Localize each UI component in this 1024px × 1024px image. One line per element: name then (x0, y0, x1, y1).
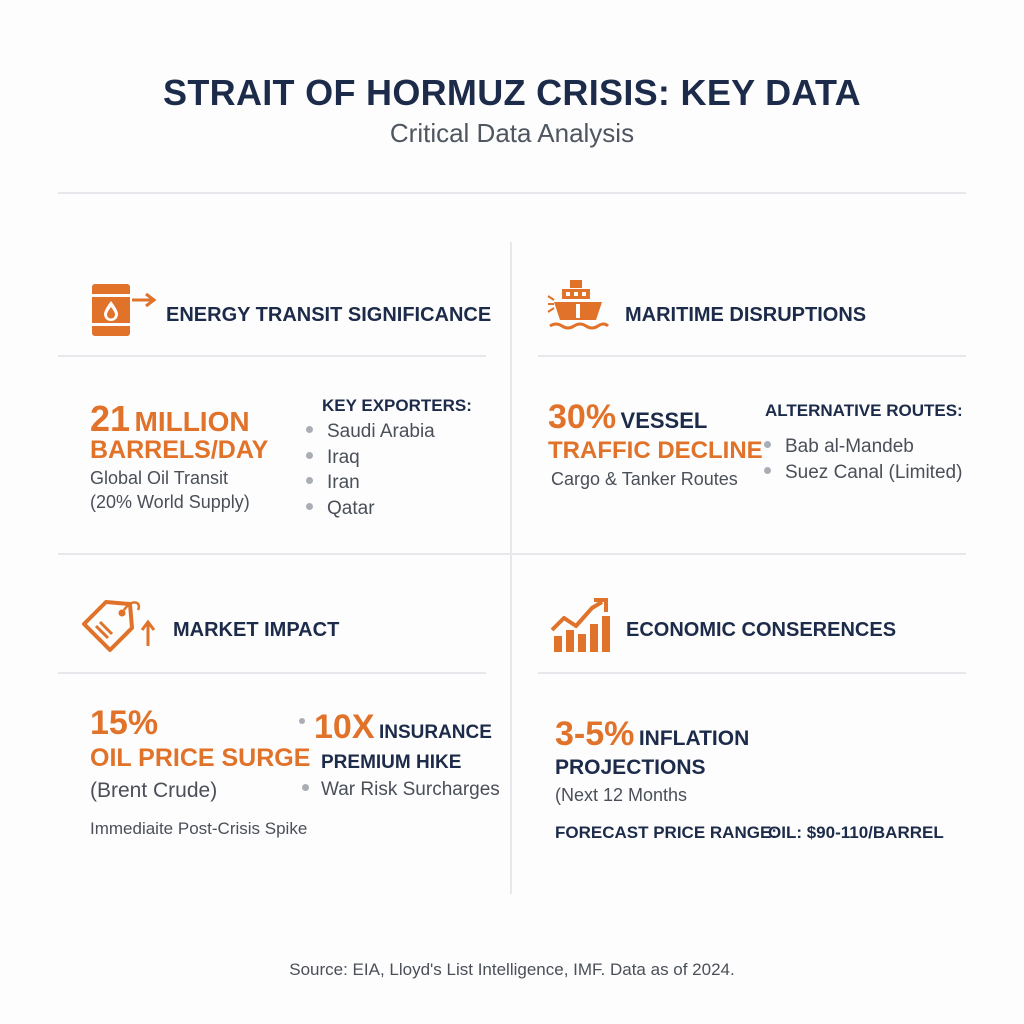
economic-stat-value: 3-5% (555, 715, 635, 753)
list-item: Bab al-Mandeb (764, 434, 962, 460)
maritime-stat-value: 30% (548, 398, 617, 436)
key-exporters-list (306, 419, 435, 521)
price-tag-up-icon (80, 596, 160, 661)
page-title: STRAIT OF HORMUZ CRISIS: KEY DATA (163, 72, 861, 113)
list-item: Saudi Arabia (306, 419, 435, 445)
energy-desc1: Global Oil Transit (90, 468, 229, 488)
insurance-stat-unit: INSURANCE (378, 722, 492, 743)
energy-desc2: (20% World Supply) (90, 492, 250, 512)
maritime-desc1: Cargo & Tanker Routes (551, 469, 738, 489)
maritime-title-divider (538, 355, 966, 357)
energy-section-title: ENERGY TRANSIT SIGNIFICANCE (166, 304, 492, 326)
energy-stat-unit: MILLION (134, 406, 250, 437)
insurance-stat-line1 (314, 708, 492, 747)
maritime-stat-unit: VESSEL (620, 408, 708, 433)
energy-stat-line1 (90, 398, 250, 440)
market-title-divider (58, 672, 486, 674)
forecast-label: FORECAST PRICE RANGE: (555, 823, 777, 842)
economic-desc1: (Next 12 Months (555, 785, 688, 805)
source-footnote: Source: EIA, Lloyd's List Intelligence, IMF. Data as of 2024. (289, 960, 735, 979)
market-stat-value: 15% (90, 704, 159, 742)
insurance-stat-line2: PREMIUM HIKE (321, 752, 462, 773)
maritime-stat-line2: TRAFFIC DECLINE (548, 437, 763, 464)
center-vertical-divider (510, 242, 512, 894)
alternative-routes-list (764, 434, 962, 485)
middle-divider (58, 553, 966, 555)
list-item: Suez Canal (Limited) (764, 460, 962, 486)
energy-title-divider (58, 355, 486, 357)
economic-stat-unit: INFLATION (638, 727, 750, 750)
insurance-bullet (299, 718, 305, 724)
header-divider (58, 192, 966, 194)
key-exporters-label: KEY EXPORTERS: (322, 396, 472, 415)
market-desc2: Immediaite Post-Crisis Spike (90, 819, 308, 838)
insurance-stat-value: 10X (314, 708, 375, 746)
market-stat-line2: OIL PRICE SURGE (90, 744, 311, 772)
cargo-ship-icon (546, 276, 610, 345)
market-desc1: (Brent Crude) (90, 779, 218, 802)
list-item: Iraq (306, 445, 435, 471)
economic-section-title: ECONOMIC CONSERENCES (626, 619, 897, 641)
alternative-routes-label: ALTERNATIVE ROUTES: (765, 401, 963, 420)
page-subtitle: Critical Data Analysis (389, 118, 635, 148)
insurance-note-list (302, 777, 500, 803)
energy-stat-line2: BARRELS/DAY (90, 436, 269, 464)
economic-title-divider (538, 672, 966, 674)
rising-bar-chart-icon (548, 598, 612, 659)
maritime-stat-line1 (548, 398, 707, 437)
maritime-section-title: MARITIME DISRUPTIONS (625, 304, 867, 326)
energy-stat-value: 21 (90, 398, 131, 439)
list-item: Qatar (306, 496, 435, 522)
list-item: Iran (306, 470, 435, 496)
market-section-title: MARKET IMPACT (173, 619, 340, 641)
oil-barrel-export-icon (88, 282, 160, 343)
forecast-value: OIL: $90-110/BARREL (768, 823, 944, 842)
economic-stat-line1 (555, 715, 749, 754)
list-item: War Risk Surcharges (302, 777, 500, 803)
economic-stat-line2: PROJECTIONS (555, 756, 706, 779)
